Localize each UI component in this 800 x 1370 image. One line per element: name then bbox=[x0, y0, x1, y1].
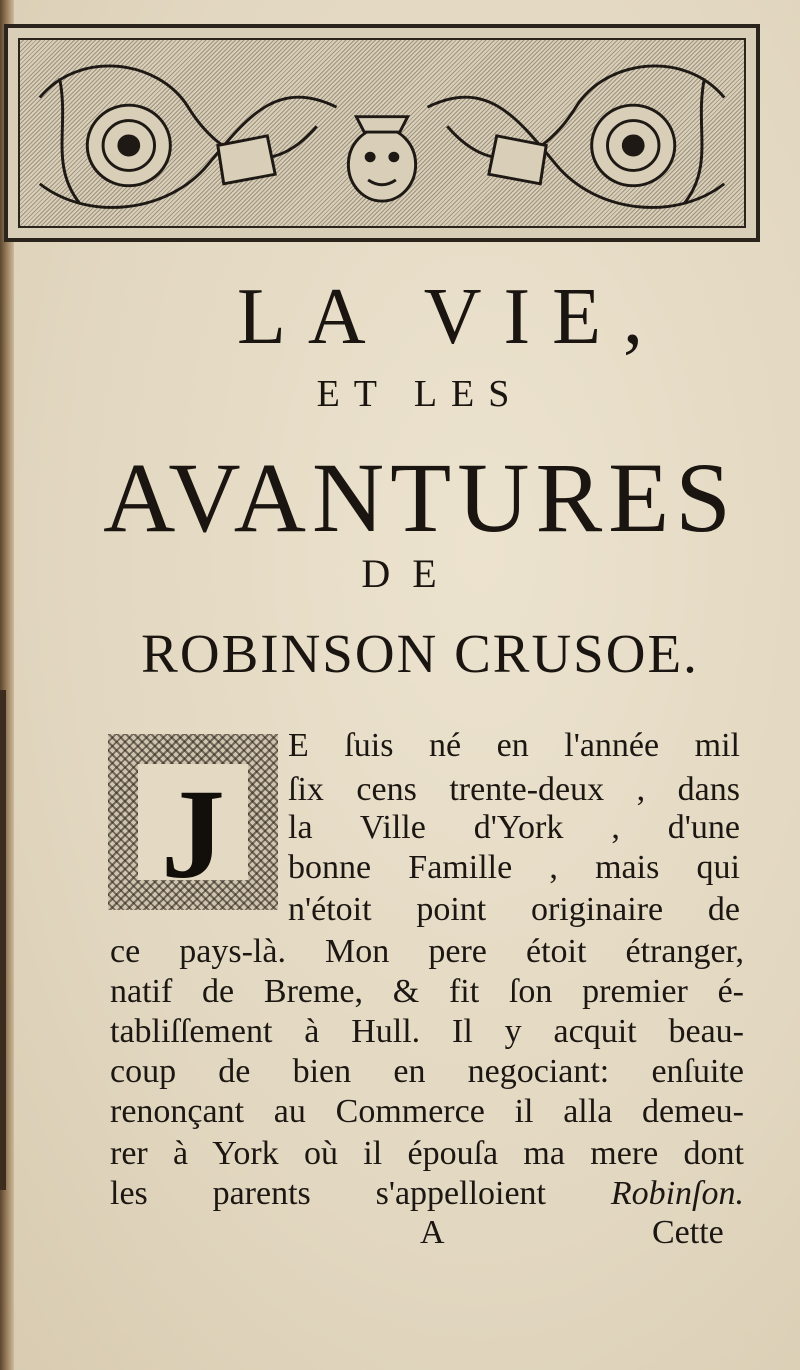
body-line-5: n'étoit point originaire de bbox=[288, 891, 740, 928]
title-de: DE bbox=[361, 551, 459, 596]
body-line-8: tabliſſement à Hull. Il y acquit beau- bbox=[110, 1013, 744, 1050]
title-la-vie bbox=[0, 272, 800, 363]
body-line-2: ſix cens trente-deux , dans bbox=[288, 771, 740, 808]
title-robinson-crusoe: ROBINSON CRUSOE. bbox=[141, 623, 699, 684]
body-line-12-italic-name: Robinſon. bbox=[610, 1175, 745, 1212]
drop-cap-letter: J bbox=[161, 763, 225, 905]
body-line-7: natif de Breme, & fit ſon premier é- bbox=[110, 973, 744, 1010]
body-line-9: coup de bien en negociant: enſuite bbox=[110, 1053, 744, 1090]
title-et-les: ET LES bbox=[316, 373, 524, 415]
title-avantures: AVANTURES bbox=[103, 442, 737, 553]
body-line-10: renonçant au Commerce il alla demeu- bbox=[110, 1093, 744, 1130]
binding-shadow bbox=[0, 690, 6, 1190]
ornamental-headpiece bbox=[4, 24, 760, 242]
title-la-vie-text: LA VIE bbox=[236, 273, 624, 361]
body-line-3: la Ville d'York , d'une bbox=[288, 809, 740, 846]
body-line-11: rer à York où il épouſa ma mere dont bbox=[110, 1135, 744, 1172]
body-line-12-text: les parents s'appelloient bbox=[110, 1175, 547, 1212]
floral-scroll-ornament bbox=[20, 40, 744, 226]
ornamental-drop-cap bbox=[108, 734, 278, 910]
catchword: Cette bbox=[652, 1214, 724, 1251]
body-line-1: E ſuis né en l'année mil bbox=[288, 727, 740, 764]
signature-mark: A bbox=[420, 1214, 445, 1251]
title-la-vie-comma: , bbox=[623, 273, 644, 361]
body-line-4: bonne Famille , mais qui bbox=[288, 849, 740, 886]
headpiece-engraving bbox=[18, 38, 746, 228]
body-line-6: ce pays-là. Mon pere étoit étranger, bbox=[110, 933, 744, 970]
body-line-12 bbox=[110, 1174, 744, 1214]
